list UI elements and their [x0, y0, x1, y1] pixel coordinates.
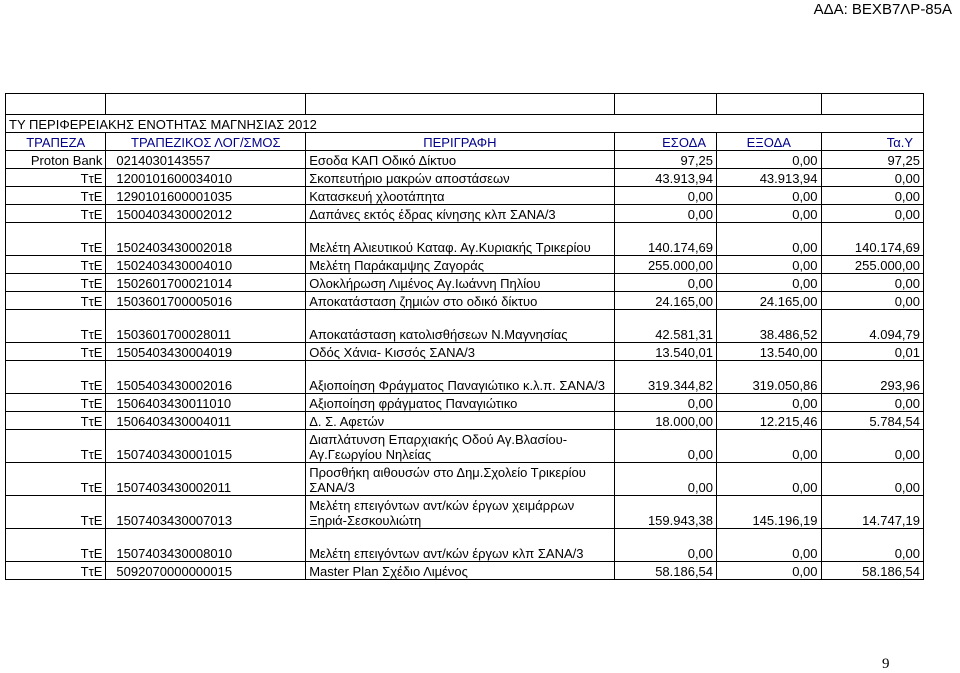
- table-row: [6, 562, 924, 580]
- income-cell: 255.000,00: [614, 256, 716, 274]
- table-row: [6, 151, 924, 169]
- income-cell: 319.344,82: [614, 361, 716, 394]
- income-cell: 0,00: [614, 205, 716, 223]
- expense-cell: 0,00: [717, 394, 822, 412]
- table-row: [6, 205, 924, 223]
- balance-cell: 0,00: [821, 430, 923, 463]
- account-cell: 1505403430002016: [106, 361, 306, 394]
- empty-cell: [717, 94, 822, 115]
- balance-cell: 0,00: [821, 529, 923, 562]
- balance-cell: 4.094,79: [821, 310, 923, 343]
- account-cell: 1503601700005016: [106, 292, 306, 310]
- page-number: 9: [882, 656, 890, 672]
- table-row: [6, 496, 924, 529]
- description-cell: Master Plan Σχέδιο Λιμένος: [306, 562, 614, 580]
- bank-cell: ΤτΕ: [6, 361, 106, 394]
- income-cell: 13.540,01: [614, 343, 716, 361]
- bank-cell: ΤτΕ: [6, 256, 106, 274]
- bank-cell: ΤτΕ: [6, 343, 106, 361]
- bank-cell: ΤτΕ: [6, 223, 106, 256]
- expense-cell: 0,00: [717, 274, 822, 292]
- header-bank: ΤΡΑΠΕΖΑ: [6, 133, 106, 151]
- table-row: [6, 394, 924, 412]
- table-row: [6, 412, 924, 430]
- income-cell: 42.581,31: [614, 310, 716, 343]
- expense-cell: 319.050,86: [717, 361, 822, 394]
- account-cell: 1503601700028011: [106, 310, 306, 343]
- account-cell: 1502403430002018: [106, 223, 306, 256]
- empty-cell: [614, 94, 716, 115]
- account-cell: 1290101600001035: [106, 187, 306, 205]
- table-row: [6, 187, 924, 205]
- balance-cell: 255.000,00: [821, 256, 923, 274]
- expense-cell: 0,00: [717, 463, 822, 496]
- description-cell: Προσθήκη αιθουσών στο Δημ.Σχολείο Τρικερίου ΣΑΝΑ/3: [306, 463, 614, 496]
- balance-cell: 0,00: [821, 187, 923, 205]
- table-row: [6, 292, 924, 310]
- income-cell: 159.943,38: [614, 496, 716, 529]
- description-cell: Αποκατάσταση κατολισθήσεων Ν.Μαγνησίας: [306, 310, 614, 343]
- income-cell: 43.913,94: [614, 169, 716, 187]
- title-row: [6, 115, 924, 133]
- bank-cell: Proton Bank: [6, 151, 106, 169]
- account-cell: 1200101600034010: [106, 169, 306, 187]
- balance-cell: 0,00: [821, 274, 923, 292]
- balance-cell: 293,96: [821, 361, 923, 394]
- bank-cell: ΤτΕ: [6, 187, 106, 205]
- balance-cell: 0,00: [821, 292, 923, 310]
- description-cell: Δ. Σ. Αφετών: [306, 412, 614, 430]
- balance-cell: 58.186,54: [821, 562, 923, 580]
- empty-cell: [106, 94, 306, 115]
- description-cell: Μελέτη Παράκαμψης Ζαγοράς: [306, 256, 614, 274]
- income-cell: 58.186,54: [614, 562, 716, 580]
- table-row: [6, 310, 924, 343]
- table-row: [6, 343, 924, 361]
- balance-cell: 0,00: [821, 169, 923, 187]
- table-row: [6, 361, 924, 394]
- description-cell: Οδός Χάνια- Κισσός ΣΑΝΑ/3: [306, 343, 614, 361]
- header-row: [6, 133, 924, 151]
- description-cell: Κατασκευή χλοοτάπητα: [306, 187, 614, 205]
- income-cell: 0,00: [614, 394, 716, 412]
- header-account: ΤΡΑΠΕΖΙΚΟΣ ΛΟΓ/ΣΜΟΣ: [106, 133, 306, 151]
- expense-cell: 43.913,94: [717, 169, 822, 187]
- account-cell: 1506403430011010: [106, 394, 306, 412]
- balance-cell: 5.784,54: [821, 412, 923, 430]
- income-cell: 140.174,69: [614, 223, 716, 256]
- empty-row: [6, 94, 924, 115]
- bank-cell: ΤτΕ: [6, 292, 106, 310]
- header-income: ΕΣΟΔΑ: [614, 133, 716, 151]
- table-title: ΤΥ ΠΕΡΙΦΕΡΕΙΑΚΗΣ ΕΝΟΤΗΤΑΣ ΜΑΓΝΗΣΙΑΣ 2012: [6, 115, 924, 133]
- account-cell: 1500403430002012: [106, 205, 306, 223]
- bank-cell: ΤτΕ: [6, 205, 106, 223]
- table-row: [6, 223, 924, 256]
- account-cell: 1505403430004019: [106, 343, 306, 361]
- description-cell: Μελέτη επειγόντων αντ/κών έργων κλπ ΣΑΝΑ/3: [306, 529, 614, 562]
- account-cell: 0214030143557: [106, 151, 306, 169]
- table-row: [6, 463, 924, 496]
- balance-cell: 0,01: [821, 343, 923, 361]
- description-cell: Ολοκλήρωση Λιμένος Αγ.Ιωάννη Πηλίου: [306, 274, 614, 292]
- income-cell: 0,00: [614, 187, 716, 205]
- account-cell: 1502601700021014: [106, 274, 306, 292]
- description-cell: Σκοπευτήριο μακρών αποστάσεων: [306, 169, 614, 187]
- account-cell: 5092070000000015: [106, 562, 306, 580]
- account-cell: 1506403430004011: [106, 412, 306, 430]
- balance-cell: 0,00: [821, 205, 923, 223]
- balance-cell: 140.174,69: [821, 223, 923, 256]
- description-cell: Μελέτη Αλιευτικού Καταφ. Αγ.Κυριακής Τρικερίου: [306, 223, 614, 256]
- expense-cell: 0,00: [717, 151, 822, 169]
- income-cell: 0,00: [614, 463, 716, 496]
- income-cell: 24.165,00: [614, 292, 716, 310]
- account-cell: 1507403430007013: [106, 496, 306, 529]
- expense-cell: 12.215,46: [717, 412, 822, 430]
- table-row: [6, 529, 924, 562]
- expense-cell: 0,00: [717, 205, 822, 223]
- header-description: ΠΕΡΙΓΡΑΦΗ: [306, 133, 614, 151]
- balance-cell: 0,00: [821, 394, 923, 412]
- expense-cell: 0,00: [717, 430, 822, 463]
- table-row: [6, 430, 924, 463]
- expense-cell: 0,00: [717, 187, 822, 205]
- expense-cell: 145.196,19: [717, 496, 822, 529]
- description-cell: Αποκατάσταση ζημιών στο οδικό δίκτυο: [306, 292, 614, 310]
- income-cell: 97,25: [614, 151, 716, 169]
- empty-cell: [6, 94, 106, 115]
- description-cell: Εσοδα ΚΑΠ Οδικό Δίκτυο: [306, 151, 614, 169]
- accounts-table: [5, 93, 924, 580]
- bank-cell: ΤτΕ: [6, 529, 106, 562]
- bank-cell: ΤτΕ: [6, 310, 106, 343]
- account-cell: 1507403430001015: [106, 430, 306, 463]
- expense-cell: 0,00: [717, 562, 822, 580]
- table-row: [6, 274, 924, 292]
- bank-cell: ΤτΕ: [6, 430, 106, 463]
- account-cell: 1507403430008010: [106, 529, 306, 562]
- bank-cell: ΤτΕ: [6, 562, 106, 580]
- table-row: [6, 256, 924, 274]
- accounts-table-body: [6, 94, 924, 580]
- empty-cell: [306, 94, 614, 115]
- bank-cell: ΤτΕ: [6, 496, 106, 529]
- table-row: [6, 169, 924, 187]
- description-cell: Αξιοποίηση φράγματος Παναγιώτικο: [306, 394, 614, 412]
- bank-cell: ΤτΕ: [6, 412, 106, 430]
- header-expense: ΕΞΟΔΑ: [717, 133, 822, 151]
- expense-cell: 38.486,52: [717, 310, 822, 343]
- bank-cell: ΤτΕ: [6, 169, 106, 187]
- description-cell: Δαπάνες εκτός έδρας κίνησης κλπ ΣΑΝΑ/3: [306, 205, 614, 223]
- expense-cell: 24.165,00: [717, 292, 822, 310]
- account-cell: 1507403430002011: [106, 463, 306, 496]
- balance-cell: 97,25: [821, 151, 923, 169]
- expense-cell: 0,00: [717, 529, 822, 562]
- expense-cell: 13.540,00: [717, 343, 822, 361]
- income-cell: 0,00: [614, 430, 716, 463]
- balance-cell: 14.747,19: [821, 496, 923, 529]
- header-balance: Τα.Υ: [821, 133, 923, 151]
- expense-cell: 0,00: [717, 223, 822, 256]
- description-cell: Αξιοποίηση Φράγματος Παναγιώτικο κ.λ.π. ΣΑΝΑ/3: [306, 361, 614, 394]
- balance-cell: 0,00: [821, 463, 923, 496]
- income-cell: 18.000,00: [614, 412, 716, 430]
- account-cell: 1502403430004010: [106, 256, 306, 274]
- empty-cell: [821, 94, 923, 115]
- description-cell: Μελέτη επειγόντων αντ/κών έργων χειμάρρων Ξηριά-Σεσκουλιώτη: [306, 496, 614, 529]
- bank-cell: ΤτΕ: [6, 394, 106, 412]
- income-cell: 0,00: [614, 529, 716, 562]
- income-cell: 0,00: [614, 274, 716, 292]
- description-cell: Διαπλάτυνση Επαρχιακής Οδού Αγ.Βλασίου-Αγ.Γεωργίου Νηλείας: [306, 430, 614, 463]
- bank-cell: ΤτΕ: [6, 274, 106, 292]
- ada-code: ΑΔΑ: ΒΕΧΒ7ΛΡ-85Α: [813, 1, 952, 18]
- bank-cell: ΤτΕ: [6, 463, 106, 496]
- expense-cell: 0,00: [717, 256, 822, 274]
